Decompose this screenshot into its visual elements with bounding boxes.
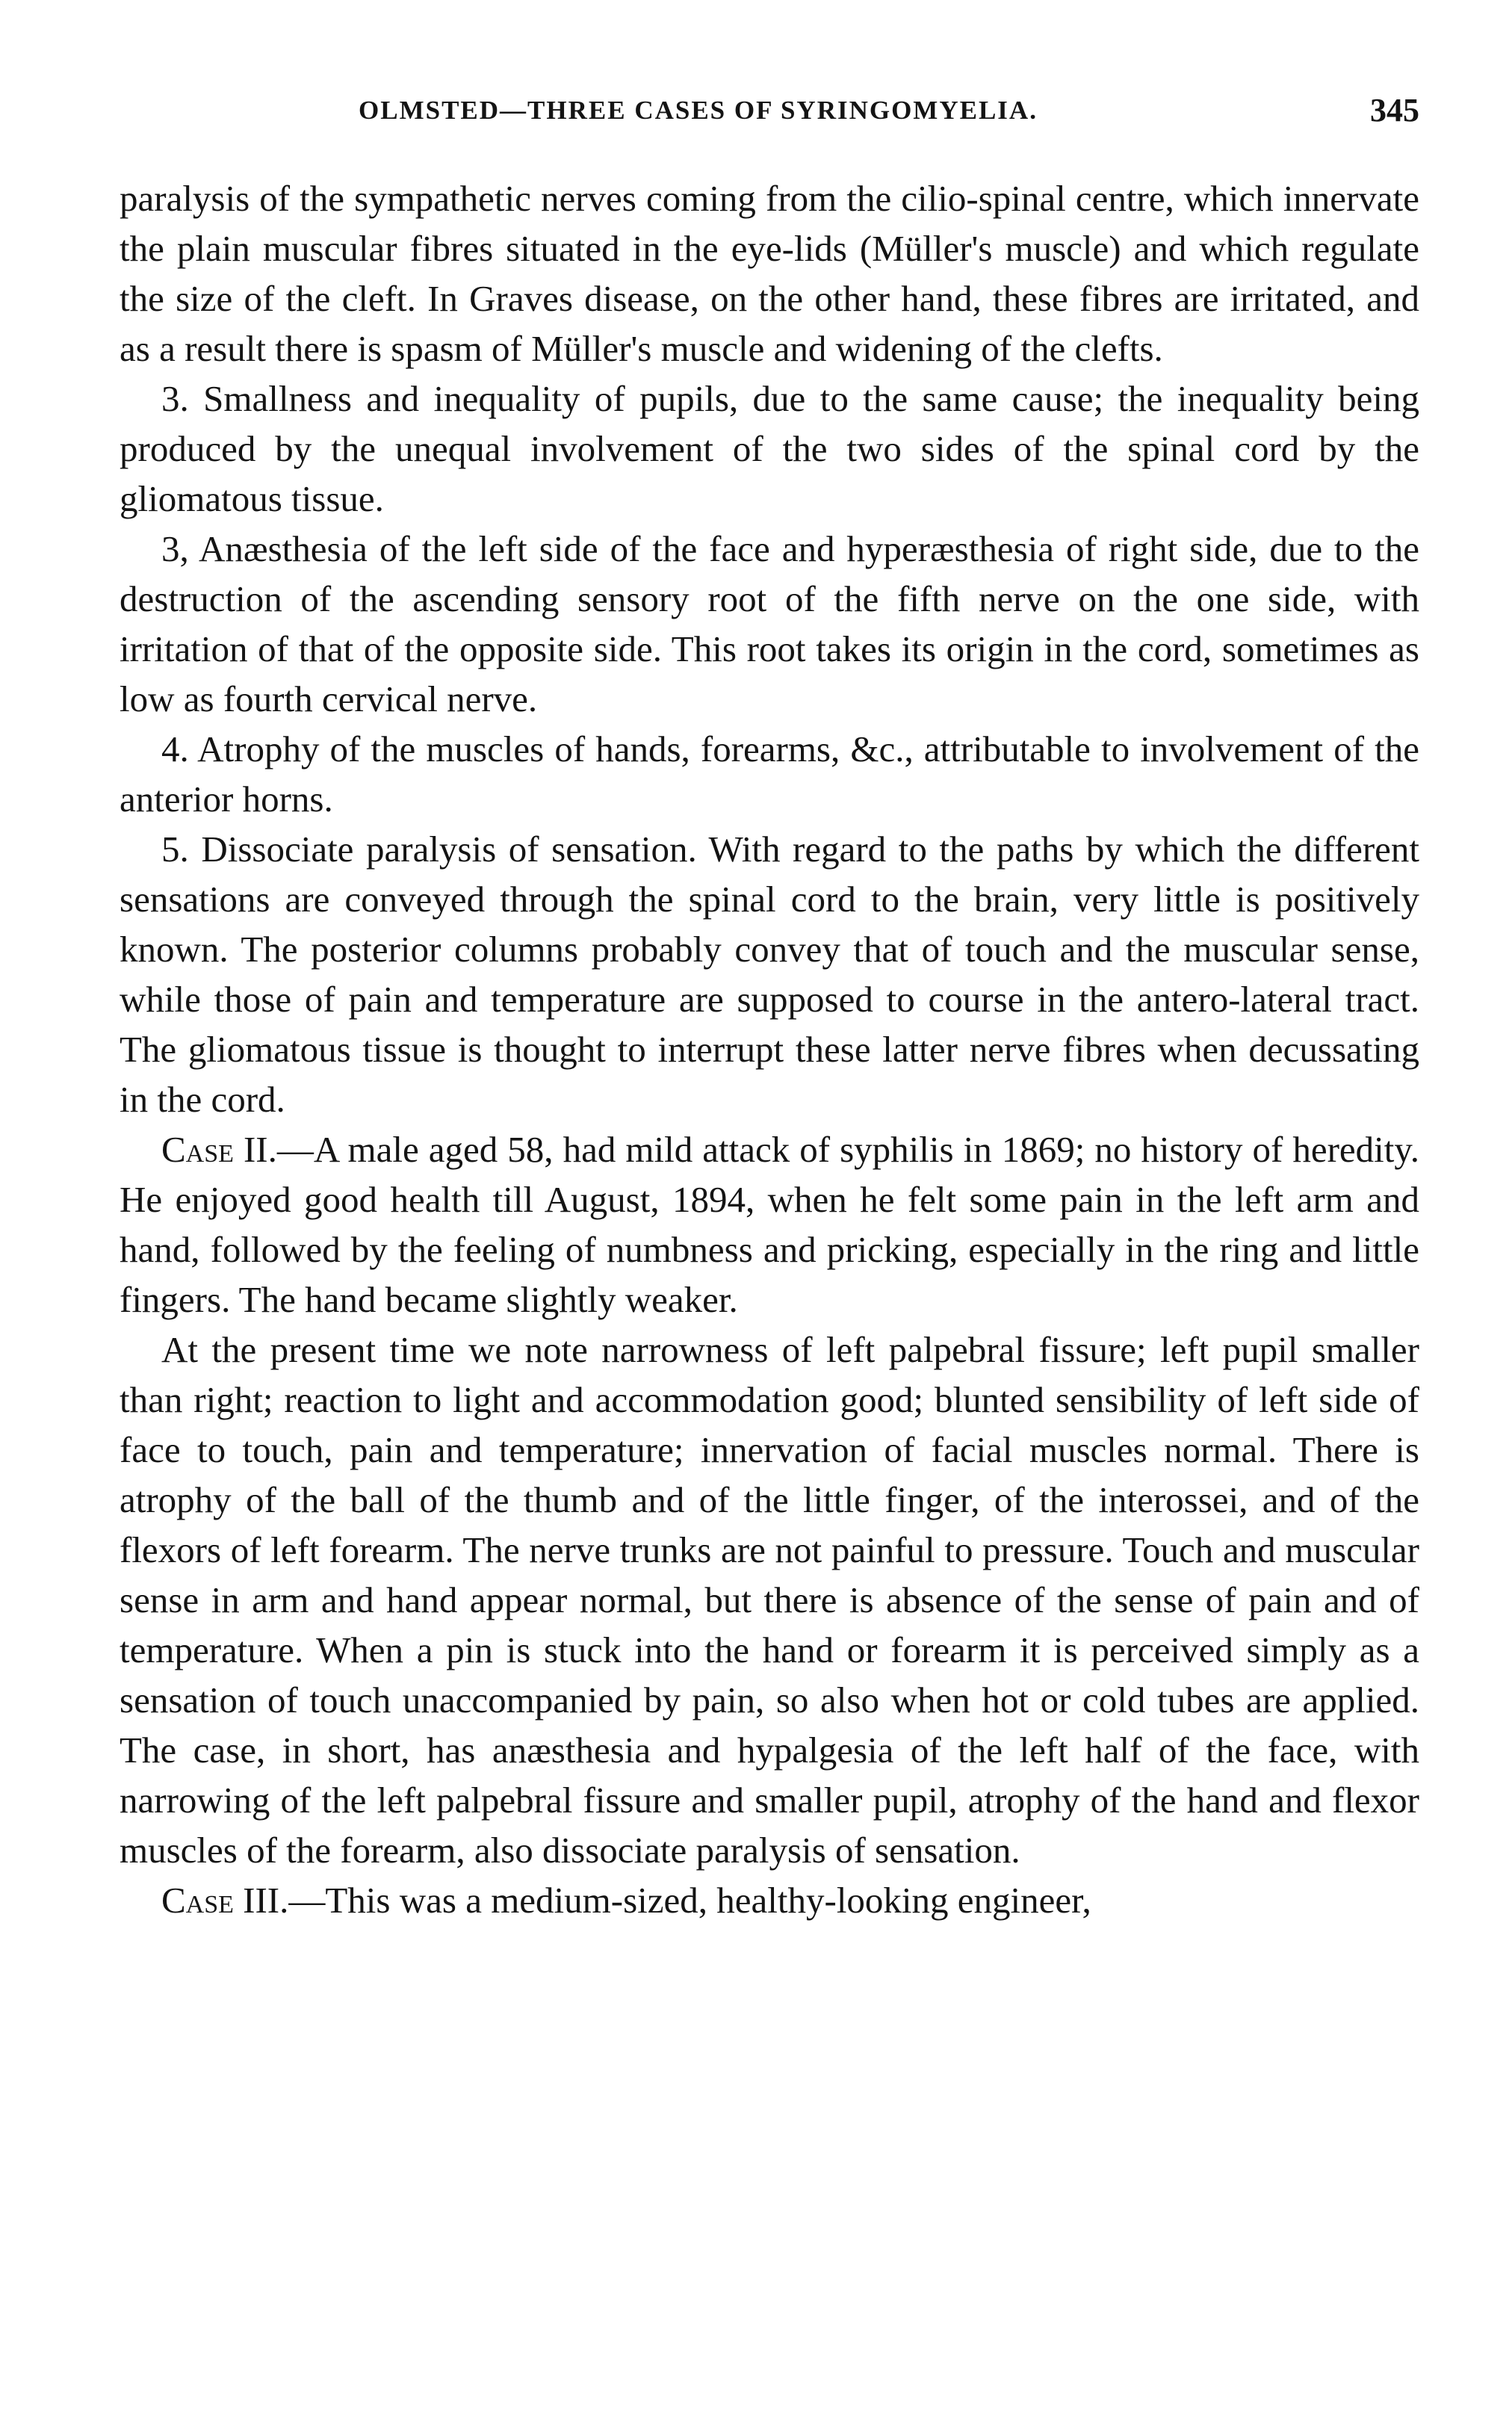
running-head bbox=[120, 92, 1419, 140]
case-2-text: —A male aged 58, had mild attack of syphilis in 1869; no history of heredity. He enjoyed good health till August, 1894, when he felt some pain in the left arm and hand, followed by the feeling of numbness and pricking, especially in the ring and little fingers. The hand became slightly weaker. bbox=[120, 1129, 1419, 1320]
paragraph-atrophy: 4. Atrophy of the muscles of hands, forearms, &c., attributable to involvement of the anterior horns. bbox=[120, 728, 1419, 820]
paragraph-case-2-findings: At the present time we note narrowness of left palpebral fissure; left pupil smaller than right; reaction to light and accommodation good; blunted sensibility of left side of face to touch, pain and temperature; innervation of facial muscles normal. There is atrophy of the ball of the thumb and of the little finger, of the interossei, and of the flexors of left forearm. The nerve trunks are not painful to pressure. Touch and muscular sense in arm and hand appear normal, but there is absence of the sense of pain and of temperature. When a pin is stuck into the hand or forearm it is perceived simply as a sensation of touch unaccompanied by pain, so also when hot or cold tubes are applied. The case, in short, has anæsthesia and hypalgesia of the left half of the face, with narrowing of the left palpebral fissure and smaller pupil, atrophy of the hand and flexor muscles of the forearm, also dissociate paralysis of sensation. bbox=[120, 1329, 1419, 1871]
running-title: OLMSTED—THREE CASES OF SYRINGOMYELIA. bbox=[359, 96, 1038, 125]
paragraph-case-2 bbox=[120, 1124, 1419, 1325]
body-text bbox=[120, 173, 1419, 1925]
case-3-heading: Case III. bbox=[161, 1880, 289, 1921]
paragraph-continuation: paralysis of the sympathetic nerves coming from the cilio-spinal centre, which innervate the plain muscular fibres situated in the eye-lids (Müller's muscle) and which regulate the size of the cleft. In Graves disease, on the other hand, these fibres are irritated, and as a result there is spasm of Müller's muscle and widening of the clefts. bbox=[120, 178, 1419, 369]
paragraph-pupils: 3. Smallness and inequality of pupils, due to the same cause; the inequality being produced by the unequal involvement of the two sides of the spinal cord by the gliomatous tissue. bbox=[120, 378, 1419, 519]
case-3-text: —This was a medium-sized, healthy-looking engineer, bbox=[288, 1880, 1091, 1921]
paragraph-case-3 bbox=[120, 1875, 1419, 1925]
page-number: 345 bbox=[1370, 92, 1419, 128]
paragraph-dissociate-paralysis: 5. Dissociate paralysis of sensation. With regard to the paths by which the different sensations are conveyed through the spinal cord to the brain, very little is positively known. The posterior columns probably convey that of touch and the muscular sense, while those of pain and temperature are supposed to course in the antero-lateral tract. The gliomatous tissue is thought to interrupt these latter nerve fibres when decussating in the cord. bbox=[120, 829, 1419, 1120]
paragraph-anaesthesia: 3, Anæsthesia of the left side of the face and hyperæsthesia of right side, due to the destruction of the ascending sensory root of the fifth nerve on the one side, with irritation of that of the opposite side. This root takes its origin in the cord, sometimes as low as fourth cervical nerve. bbox=[120, 528, 1419, 719]
case-2-heading: Case II. bbox=[161, 1129, 277, 1170]
